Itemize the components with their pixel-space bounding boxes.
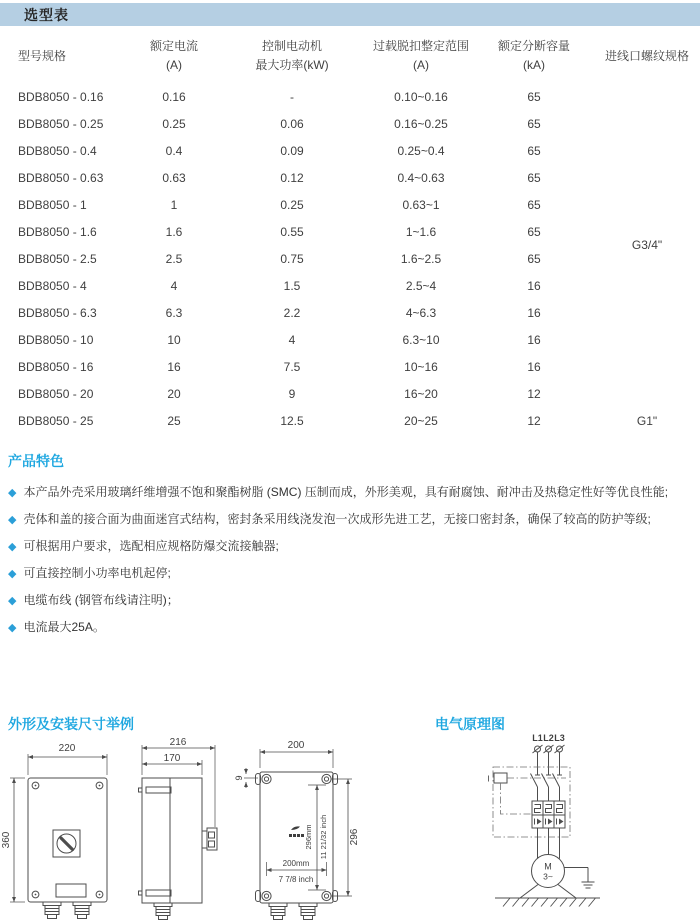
table-row: BDB8050 - 0.4 0.4 0.09 0.25~0.4 65 [18,143,541,158]
table-row: BDB8050 - 0.63 0.63 0.12 0.4~0.63 65 [18,170,541,185]
col-header-model: 型号规格 [18,48,67,63]
page-title: 选型表 [24,6,69,23]
front-view-drawing [10,754,107,919]
col-header-current: 额定电流 (A) [149,39,198,72]
thread-spec-group: G1" [636,413,658,428]
diamond-bullet-icon: ◆ [8,541,17,553]
operator-label: I [487,773,490,784]
dimensions-section-title: 外形及安装尺寸举例 [8,716,134,732]
ground-hatching [503,898,596,907]
col-header-power: 控制电动机 最大功率(kW) [255,39,329,72]
dim-side-body: 170 [163,753,181,764]
side-operator-handle [202,828,217,850]
feature-item: ◆ 壳体和盖的接合面为曲面迷宫式结构，密封条采用线浇发泡一次成形先进工艺，无接口密封条，确保了较高的防护等级; [8,512,651,526]
table-row: BDB8050 - 20 20 9 16~20 12 [18,386,541,401]
table-row: BDB8050 - 0.25 0.25 0.06 0.16~0.25 65 [18,116,541,131]
dimension-drawings [0,735,430,922]
phase-label-l1: L1 [532,733,543,743]
col-header-thread: 进线口螺纹规格 [604,48,689,63]
supply-terminals [533,745,565,775]
side-view-drawing [139,745,218,920]
table-row: BDB8050 - 10 10 4 6.3~10 16 [18,332,541,347]
dim-side-overall: 216 [169,737,187,748]
dim-hole-diameter: 9 [234,775,244,781]
feature-item: ◆ 电缆布线 (钢管布线请注明)； [8,593,179,607]
schematic-section-title: 电气原理图 [435,716,505,732]
col-header-range: 过载脱扣整定范围 (A) [372,39,469,72]
table-row: BDB8050 - 1.6 1.6 0.55 1~1.6 65 [18,224,541,239]
overload-relay-block [532,801,565,859]
rotary-switch-symbol [53,830,80,857]
cable-gland [43,902,61,919]
dim-front-width: 220 [58,743,76,754]
selection-table [0,29,700,434]
table-row: BDB8050 - 16 16 7.5 10~16 16 [18,359,541,374]
feature-item: ◆ 可直接控制小功率电机起停; [8,566,171,580]
product-features-section [8,452,698,641]
feature-item: ◆ 本产品外壳采用玻璃纤维增强不饱和聚酯树脂 (SMC) 压制而成，外形美观，具有耐腐蚀、耐冲击及热稳定性好等优良性能; [8,485,669,499]
phase-label-l2: L2 [543,733,554,743]
cable-gland [154,903,172,920]
dim-rear-width: 200 [287,740,305,751]
cable-gland [269,903,287,920]
section-header-bar [0,3,700,26]
dim-front-height: 360 [1,831,12,849]
dim-rear-height: 296 [349,828,360,846]
nameplate [56,884,86,897]
thread-spec-group: G3/4" [631,238,663,252]
diamond-bullet-icon: ◆ [8,622,17,634]
table-row: BDB8050 - 4 4 1.5 2.5~4 16 [18,278,541,293]
table-row: BDB8050 - 2.5 2.5 0.75 1.6~2.5 65 [18,251,541,266]
feature-item: ◆ 可根据用户要求，选配相应规格防爆交流接触器; [8,539,279,553]
dim-mount-height-mm: 296mm [304,824,313,850]
cable-gland [299,903,317,920]
diamond-bullet-icon: ◆ [8,568,17,580]
rear-view-drawing [244,749,352,920]
dim-mount-width-mm: 200mm [282,859,310,868]
table-row: BDB8050 - 6.3 6.3 2.2 4~6.3 16 [18,305,541,320]
table-header-row [0,29,700,83]
diamond-bullet-icon: ◆ [8,595,17,607]
dim-mount-width-inch: 7 7/8 inch [278,875,314,884]
ground-icon [582,882,595,888]
brand-logo [289,826,304,837]
phase-label-l3: L3 [554,733,565,743]
features-title: 产品特色 [8,453,64,469]
feature-item: ◆ 电流最大25A。 [8,620,105,634]
dim-mount-height-inch: 11 21/32 inch [319,814,328,860]
cable-gland [73,902,91,919]
electrical-schematic [430,725,700,922]
col-header-capacity: 额定分断容量 (kA) [497,39,570,72]
table-row: BDB8050 - 25 25 12.5 20~25 12 G1" [0,407,700,434]
diamond-bullet-icon: ◆ [8,514,17,526]
table-row: BDB8050 - 0.16 0.16 - 0.10~0.16 65 G3/4" [0,83,700,110]
table-row: BDB8050 - 1 1 0.25 0.63~1 65 [18,197,541,212]
motor-type: 3~ [543,871,553,882]
diamond-bullet-icon: ◆ [8,487,17,499]
motor-letter: M [544,861,552,872]
